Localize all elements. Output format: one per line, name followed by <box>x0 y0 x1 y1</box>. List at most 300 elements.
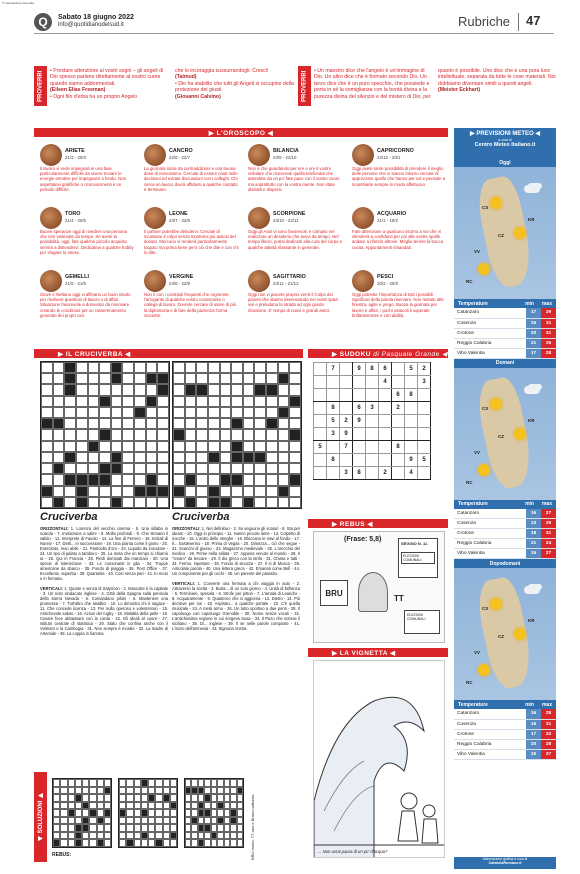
grid-cell[interactable] <box>53 441 65 452</box>
grid-cell[interactable] <box>53 452 65 463</box>
grid-cell[interactable] <box>53 474 65 485</box>
sudoku-cell[interactable]: 4 <box>379 376 392 389</box>
grid-cell[interactable] <box>64 418 76 429</box>
grid-cell[interactable] <box>99 441 111 452</box>
grid-cell[interactable] <box>173 429 185 440</box>
grid-cell[interactable] <box>208 452 220 463</box>
grid-cell[interactable] <box>289 396 301 407</box>
grid-cell[interactable] <box>231 407 243 418</box>
grid-cell[interactable] <box>146 474 158 485</box>
grid-cell[interactable] <box>99 396 111 407</box>
sudoku-cell[interactable] <box>353 454 366 467</box>
grid-cell[interactable] <box>111 452 123 463</box>
sudoku-cell[interactable] <box>314 415 327 428</box>
sudoku-cell[interactable] <box>379 389 392 402</box>
grid-cell[interactable] <box>146 362 158 373</box>
grid-cell[interactable] <box>88 396 100 407</box>
grid-cell[interactable] <box>196 407 208 418</box>
grid-cell[interactable] <box>266 474 278 485</box>
grid-cell[interactable] <box>122 486 134 497</box>
grid-cell[interactable] <box>41 418 53 429</box>
grid-cell[interactable] <box>134 384 146 395</box>
grid-cell[interactable] <box>134 474 146 485</box>
grid-cell[interactable] <box>122 373 134 384</box>
grid-cell[interactable] <box>41 384 53 395</box>
grid-cell[interactable] <box>157 497 169 508</box>
grid-cell[interactable] <box>99 384 111 395</box>
grid-cell[interactable] <box>266 486 278 497</box>
grid-cell[interactable] <box>196 452 208 463</box>
grid-cell[interactable] <box>196 463 208 474</box>
sudoku-cell[interactable]: 2 <box>379 467 392 480</box>
grid-cell[interactable] <box>76 407 88 418</box>
grid-cell[interactable] <box>173 486 185 497</box>
grid-cell[interactable] <box>231 441 243 452</box>
grid-cell[interactable] <box>185 396 197 407</box>
sudoku-cell[interactable]: 8 <box>392 441 405 454</box>
grid-cell[interactable] <box>231 463 243 474</box>
grid-cell[interactable] <box>157 429 169 440</box>
sudoku-cell[interactable] <box>340 454 353 467</box>
grid-cell[interactable] <box>88 418 100 429</box>
grid-cell[interactable] <box>111 429 123 440</box>
grid-cell[interactable] <box>134 441 146 452</box>
grid-cell[interactable] <box>41 429 53 440</box>
grid-cell[interactable] <box>111 407 123 418</box>
grid-cell[interactable] <box>64 429 76 440</box>
grid-cell[interactable] <box>278 396 290 407</box>
grid-cell[interactable] <box>53 407 65 418</box>
sudoku-cell[interactable] <box>314 389 327 402</box>
grid-cell[interactable] <box>266 429 278 440</box>
crossword-grid-left[interactable] <box>40 361 170 509</box>
grid-cell[interactable] <box>64 407 76 418</box>
grid-cell[interactable] <box>64 362 76 373</box>
grid-cell[interactable] <box>185 429 197 440</box>
grid-cell[interactable] <box>196 418 208 429</box>
grid-cell[interactable] <box>111 396 123 407</box>
grid-cell[interactable] <box>289 418 301 429</box>
grid-cell[interactable] <box>122 429 134 440</box>
grid-cell[interactable] <box>76 497 88 508</box>
grid-cell[interactable] <box>99 418 111 429</box>
grid-cell[interactable] <box>243 463 255 474</box>
grid-cell[interactable] <box>111 418 123 429</box>
sudoku-cell[interactable]: 2 <box>340 415 353 428</box>
grid-cell[interactable] <box>146 497 158 508</box>
grid-cell[interactable] <box>111 362 123 373</box>
grid-cell[interactable] <box>231 384 243 395</box>
grid-cell[interactable] <box>157 407 169 418</box>
sudoku-grid[interactable] <box>313 362 431 480</box>
grid-cell[interactable] <box>76 384 88 395</box>
grid-cell[interactable] <box>208 384 220 395</box>
sudoku-cell[interactable] <box>392 467 405 480</box>
sudoku-cell[interactable] <box>353 389 366 402</box>
sudoku-cell[interactable] <box>418 441 431 454</box>
grid-cell[interactable] <box>134 418 146 429</box>
grid-cell[interactable] <box>111 486 123 497</box>
grid-cell[interactable] <box>243 373 255 384</box>
grid-cell[interactable] <box>231 362 243 373</box>
grid-cell[interactable] <box>41 407 53 418</box>
grid-cell[interactable] <box>196 474 208 485</box>
grid-cell[interactable] <box>278 474 290 485</box>
grid-cell[interactable] <box>76 452 88 463</box>
grid-cell[interactable] <box>289 384 301 395</box>
grid-cell[interactable] <box>122 418 134 429</box>
grid-cell[interactable] <box>146 463 158 474</box>
grid-cell[interactable] <box>254 452 266 463</box>
grid-cell[interactable] <box>76 362 88 373</box>
grid-cell[interactable] <box>134 486 146 497</box>
grid-cell[interactable] <box>53 373 65 384</box>
grid-cell[interactable] <box>157 362 169 373</box>
sudoku-cell[interactable] <box>405 415 418 428</box>
grid-cell[interactable] <box>231 497 243 508</box>
grid-cell[interactable] <box>53 429 65 440</box>
sudoku-cell[interactable] <box>379 454 392 467</box>
grid-cell[interactable] <box>220 429 232 440</box>
grid-cell[interactable] <box>173 474 185 485</box>
grid-cell[interactable] <box>111 441 123 452</box>
grid-cell[interactable] <box>266 407 278 418</box>
grid-cell[interactable] <box>185 486 197 497</box>
sudoku-cell[interactable] <box>366 389 379 402</box>
grid-cell[interactable] <box>88 452 100 463</box>
grid-cell[interactable] <box>231 418 243 429</box>
grid-cell[interactable] <box>76 396 88 407</box>
grid-cell[interactable] <box>41 486 53 497</box>
grid-cell[interactable] <box>157 418 169 429</box>
grid-cell[interactable] <box>99 474 111 485</box>
grid-cell[interactable] <box>134 429 146 440</box>
grid-cell[interactable] <box>88 429 100 440</box>
grid-cell[interactable] <box>289 452 301 463</box>
grid-cell[interactable] <box>41 396 53 407</box>
sudoku-cell[interactable]: 6 <box>353 402 366 415</box>
grid-cell[interactable] <box>266 463 278 474</box>
grid-cell[interactable] <box>53 384 65 395</box>
grid-cell[interactable] <box>146 396 158 407</box>
grid-cell[interactable] <box>146 441 158 452</box>
grid-cell[interactable] <box>134 396 146 407</box>
grid-cell[interactable] <box>185 418 197 429</box>
grid-cell[interactable] <box>243 407 255 418</box>
grid-cell[interactable] <box>157 474 169 485</box>
grid-cell[interactable] <box>64 384 76 395</box>
grid-cell[interactable] <box>243 396 255 407</box>
grid-cell[interactable] <box>76 418 88 429</box>
grid-cell[interactable] <box>88 474 100 485</box>
grid-cell[interactable] <box>266 384 278 395</box>
grid-cell[interactable] <box>134 373 146 384</box>
sudoku-cell[interactable] <box>314 376 327 389</box>
grid-cell[interactable] <box>157 396 169 407</box>
sudoku-cell[interactable]: 8 <box>327 454 340 467</box>
grid-cell[interactable] <box>76 463 88 474</box>
grid-cell[interactable] <box>122 497 134 508</box>
grid-cell[interactable] <box>266 452 278 463</box>
grid-cell[interactable] <box>220 441 232 452</box>
sudoku-cell[interactable] <box>314 363 327 376</box>
grid-cell[interactable] <box>76 486 88 497</box>
grid-cell[interactable] <box>289 463 301 474</box>
grid-cell[interactable] <box>220 396 232 407</box>
grid-cell[interactable] <box>243 441 255 452</box>
grid-cell[interactable] <box>243 384 255 395</box>
grid-cell[interactable] <box>111 474 123 485</box>
sudoku-cell[interactable] <box>366 467 379 480</box>
grid-cell[interactable] <box>122 463 134 474</box>
grid-cell[interactable] <box>254 474 266 485</box>
grid-cell[interactable] <box>231 474 243 485</box>
sudoku-cell[interactable]: 9 <box>340 428 353 441</box>
grid-cell[interactable] <box>111 497 123 508</box>
grid-cell[interactable] <box>99 373 111 384</box>
sudoku-cell[interactable] <box>353 441 366 454</box>
grid-cell[interactable] <box>231 452 243 463</box>
grid-cell[interactable] <box>64 497 76 508</box>
grid-cell[interactable] <box>208 441 220 452</box>
grid-cell[interactable] <box>122 362 134 373</box>
grid-cell[interactable] <box>254 418 266 429</box>
grid-cell[interactable] <box>157 441 169 452</box>
grid-cell[interactable] <box>266 441 278 452</box>
grid-cell[interactable] <box>99 497 111 508</box>
grid-cell[interactable] <box>64 396 76 407</box>
grid-cell[interactable] <box>278 463 290 474</box>
grid-cell[interactable] <box>231 486 243 497</box>
grid-cell[interactable] <box>196 497 208 508</box>
grid-cell[interactable] <box>173 418 185 429</box>
grid-cell[interactable] <box>278 452 290 463</box>
grid-cell[interactable] <box>173 384 185 395</box>
grid-cell[interactable] <box>278 373 290 384</box>
grid-cell[interactable] <box>220 486 232 497</box>
grid-cell[interactable] <box>185 452 197 463</box>
sudoku-cell[interactable] <box>340 376 353 389</box>
grid-cell[interactable] <box>122 396 134 407</box>
sudoku-cell[interactable] <box>392 454 405 467</box>
grid-cell[interactable] <box>88 497 100 508</box>
sudoku-cell[interactable] <box>405 441 418 454</box>
grid-cell[interactable] <box>88 373 100 384</box>
sudoku-cell[interactable] <box>379 402 392 415</box>
sudoku-cell[interactable] <box>327 441 340 454</box>
grid-cell[interactable] <box>173 463 185 474</box>
grid-cell[interactable] <box>208 486 220 497</box>
grid-cell[interactable] <box>157 384 169 395</box>
grid-cell[interactable] <box>254 429 266 440</box>
sudoku-cell[interactable]: 5 <box>314 441 327 454</box>
grid-cell[interactable] <box>196 441 208 452</box>
grid-cell[interactable] <box>243 429 255 440</box>
grid-cell[interactable] <box>146 384 158 395</box>
grid-cell[interactable] <box>99 486 111 497</box>
grid-cell[interactable] <box>243 418 255 429</box>
grid-cell[interactable] <box>41 452 53 463</box>
sudoku-cell[interactable] <box>379 415 392 428</box>
grid-cell[interactable] <box>53 418 65 429</box>
sudoku-cell[interactable] <box>418 402 431 415</box>
grid-cell[interactable] <box>99 452 111 463</box>
sudoku-cell[interactable] <box>327 376 340 389</box>
sudoku-cell[interactable]: 3 <box>340 467 353 480</box>
grid-cell[interactable] <box>243 452 255 463</box>
grid-cell[interactable] <box>208 418 220 429</box>
sudoku-cell[interactable]: 2 <box>418 363 431 376</box>
grid-cell[interactable] <box>220 474 232 485</box>
grid-cell[interactable] <box>64 474 76 485</box>
grid-cell[interactable] <box>157 463 169 474</box>
crossword-grid-right[interactable] <box>172 361 302 509</box>
grid-cell[interactable] <box>196 486 208 497</box>
grid-cell[interactable] <box>220 373 232 384</box>
grid-cell[interactable] <box>254 463 266 474</box>
grid-cell[interactable] <box>64 463 76 474</box>
sudoku-cell[interactable] <box>366 454 379 467</box>
grid-cell[interactable] <box>146 486 158 497</box>
grid-cell[interactable] <box>53 497 65 508</box>
grid-cell[interactable] <box>208 373 220 384</box>
sudoku-cell[interactable]: 4 <box>405 467 418 480</box>
grid-cell[interactable] <box>185 384 197 395</box>
grid-cell[interactable] <box>278 407 290 418</box>
sudoku-cell[interactable]: 9 <box>405 454 418 467</box>
sudoku-cell[interactable]: 7 <box>327 363 340 376</box>
grid-cell[interactable] <box>289 486 301 497</box>
grid-cell[interactable] <box>88 486 100 497</box>
grid-cell[interactable] <box>231 373 243 384</box>
grid-cell[interactable] <box>185 463 197 474</box>
grid-cell[interactable] <box>41 474 53 485</box>
sudoku-cell[interactable] <box>340 389 353 402</box>
grid-cell[interactable] <box>53 486 65 497</box>
sudoku-cell[interactable] <box>418 389 431 402</box>
grid-cell[interactable] <box>134 362 146 373</box>
grid-cell[interactable] <box>278 418 290 429</box>
grid-cell[interactable] <box>196 429 208 440</box>
sudoku-cell[interactable]: 3 <box>418 376 431 389</box>
sudoku-cell[interactable] <box>366 376 379 389</box>
grid-cell[interactable] <box>41 362 53 373</box>
sudoku-cell[interactable] <box>418 428 431 441</box>
grid-cell[interactable] <box>208 429 220 440</box>
grid-cell[interactable] <box>76 373 88 384</box>
sudoku-cell[interactable]: 6 <box>379 363 392 376</box>
grid-cell[interactable] <box>243 497 255 508</box>
sudoku-cell[interactable]: 8 <box>353 467 366 480</box>
grid-cell[interactable] <box>185 497 197 508</box>
grid-cell[interactable] <box>53 463 65 474</box>
grid-cell[interactable] <box>254 396 266 407</box>
grid-cell[interactable] <box>173 362 185 373</box>
sudoku-cell[interactable]: 5 <box>405 363 418 376</box>
sudoku-cell[interactable] <box>353 376 366 389</box>
grid-cell[interactable] <box>254 373 266 384</box>
grid-cell[interactable] <box>41 373 53 384</box>
grid-cell[interactable] <box>64 452 76 463</box>
sudoku-cell[interactable] <box>327 467 340 480</box>
grid-cell[interactable] <box>157 452 169 463</box>
sudoku-cell[interactable]: 3 <box>366 402 379 415</box>
grid-cell[interactable] <box>278 497 290 508</box>
grid-cell[interactable] <box>88 384 100 395</box>
grid-cell[interactable] <box>185 441 197 452</box>
grid-cell[interactable] <box>289 407 301 418</box>
grid-cell[interactable] <box>53 362 65 373</box>
grid-cell[interactable] <box>289 497 301 508</box>
sudoku-cell[interactable] <box>379 441 392 454</box>
grid-cell[interactable] <box>278 441 290 452</box>
grid-cell[interactable] <box>220 418 232 429</box>
grid-cell[interactable] <box>41 441 53 452</box>
grid-cell[interactable] <box>122 407 134 418</box>
grid-cell[interactable] <box>266 396 278 407</box>
grid-cell[interactable] <box>99 362 111 373</box>
grid-cell[interactable] <box>173 396 185 407</box>
grid-cell[interactable] <box>185 474 197 485</box>
sudoku-cell[interactable]: 8 <box>405 389 418 402</box>
grid-cell[interactable] <box>278 384 290 395</box>
grid-cell[interactable] <box>76 474 88 485</box>
grid-cell[interactable] <box>99 429 111 440</box>
sudoku-cell[interactable]: 6 <box>392 389 405 402</box>
sudoku-cell[interactable] <box>366 441 379 454</box>
grid-cell[interactable] <box>173 497 185 508</box>
grid-cell[interactable] <box>278 362 290 373</box>
grid-cell[interactable] <box>196 373 208 384</box>
grid-cell[interactable] <box>122 384 134 395</box>
grid-cell[interactable] <box>254 441 266 452</box>
grid-cell[interactable] <box>185 362 197 373</box>
grid-cell[interactable] <box>173 407 185 418</box>
sudoku-cell[interactable]: 9 <box>353 415 366 428</box>
grid-cell[interactable] <box>146 452 158 463</box>
sudoku-cell[interactable] <box>379 428 392 441</box>
grid-cell[interactable] <box>220 384 232 395</box>
grid-cell[interactable] <box>157 373 169 384</box>
grid-cell[interactable] <box>196 384 208 395</box>
grid-cell[interactable] <box>196 396 208 407</box>
grid-cell[interactable] <box>231 429 243 440</box>
grid-cell[interactable] <box>208 396 220 407</box>
grid-cell[interactable] <box>243 474 255 485</box>
grid-cell[interactable] <box>278 429 290 440</box>
sudoku-cell[interactable] <box>405 428 418 441</box>
grid-cell[interactable] <box>146 373 158 384</box>
grid-cell[interactable] <box>173 441 185 452</box>
grid-cell[interactable] <box>88 463 100 474</box>
sudoku-cell[interactable] <box>392 376 405 389</box>
grid-cell[interactable] <box>134 452 146 463</box>
grid-cell[interactable] <box>266 362 278 373</box>
sudoku-cell[interactable] <box>353 428 366 441</box>
grid-cell[interactable] <box>208 474 220 485</box>
grid-cell[interactable] <box>254 362 266 373</box>
grid-cell[interactable] <box>122 441 134 452</box>
grid-cell[interactable] <box>64 441 76 452</box>
grid-cell[interactable] <box>99 407 111 418</box>
sudoku-cell[interactable] <box>418 415 431 428</box>
grid-cell[interactable] <box>64 486 76 497</box>
grid-cell[interactable] <box>220 407 232 418</box>
grid-cell[interactable] <box>88 362 100 373</box>
grid-cell[interactable] <box>185 407 197 418</box>
grid-cell[interactable] <box>134 407 146 418</box>
grid-cell[interactable] <box>266 418 278 429</box>
